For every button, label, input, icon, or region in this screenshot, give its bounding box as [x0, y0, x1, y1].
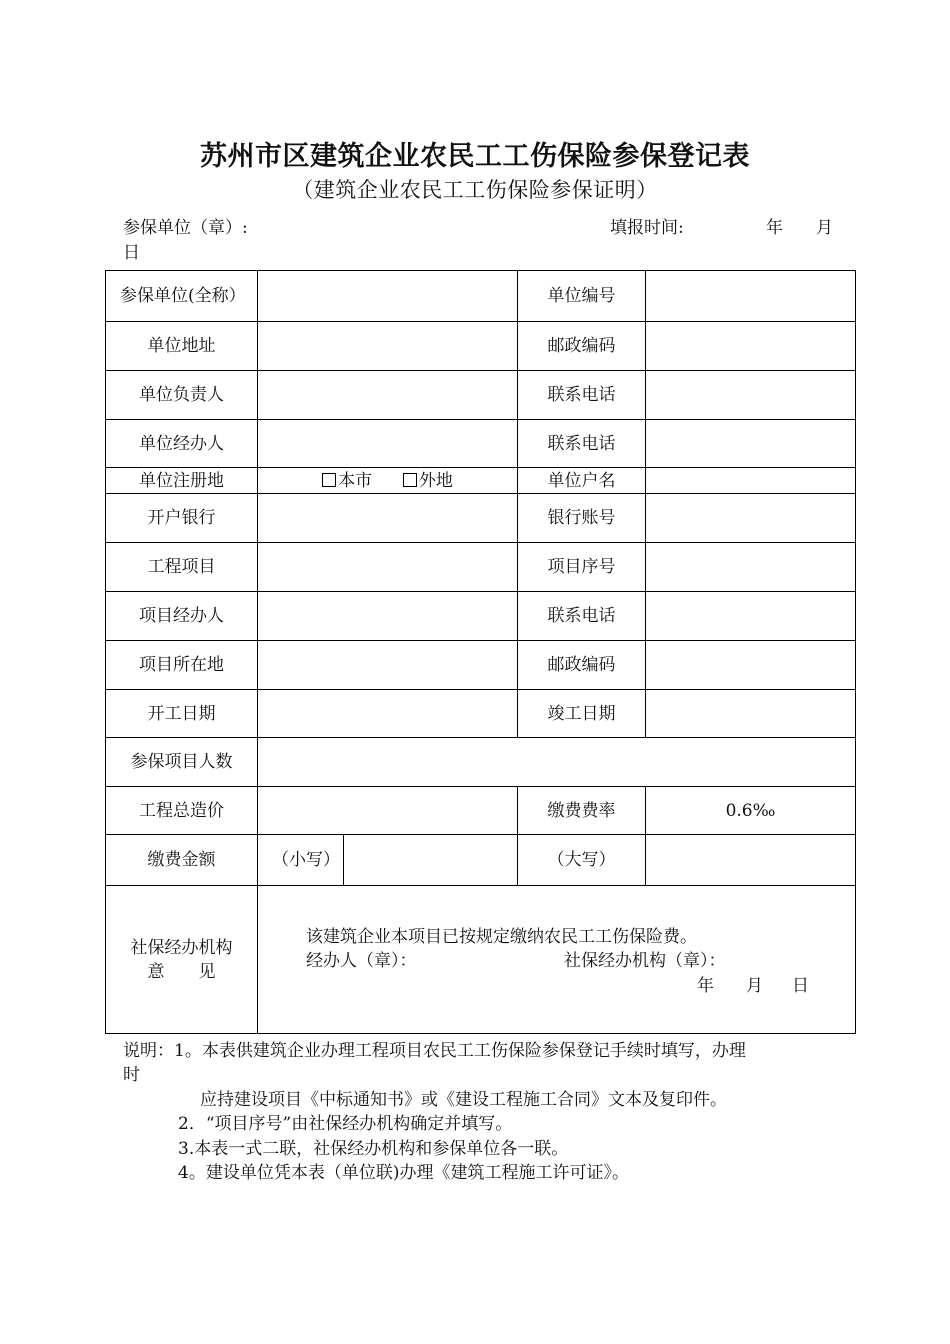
field-label: 项目经办人 — [106, 592, 258, 641]
amount-small-label: （小写） — [272, 850, 340, 870]
note-line-5: 4。建设单位凭本表（单位联)办理《建筑工程施工许可证》。 — [178, 1163, 629, 1183]
checkbox-icon[interactable] — [322, 473, 336, 487]
handler-label: 经办人（章）： — [306, 950, 417, 971]
table-row — [106, 690, 856, 738]
field-label — [106, 886, 258, 1034]
field-label: 缴费金额 — [106, 835, 258, 886]
field-value[interactable] — [646, 494, 856, 543]
field-label: 邮政编码 — [518, 322, 646, 371]
field-label: （大写） — [518, 835, 646, 886]
table-row — [106, 738, 856, 787]
field-label: 参保项目人数 — [106, 738, 258, 787]
field-label: 缴费费率 — [518, 787, 646, 835]
opinion-label-line2: 意 见 — [147, 961, 216, 982]
table-row — [106, 322, 856, 371]
agency-opinion-area[interactable] — [258, 886, 856, 1034]
option-other[interactable] — [403, 471, 453, 491]
option-other-label: 外地 — [418, 470, 453, 491]
table-row — [106, 641, 856, 690]
table-row — [106, 787, 856, 835]
field-label: 工程项目 — [106, 543, 258, 592]
field-value[interactable] — [258, 543, 518, 592]
fill-time-year: 年 — [766, 218, 783, 238]
table-row — [106, 494, 856, 543]
field-value[interactable] — [258, 371, 518, 420]
fill-time-month: 月 — [816, 218, 833, 238]
fill-time-label: 填报时间: — [610, 218, 684, 238]
table-row — [106, 420, 856, 468]
note-line-1: 说明：1。本表供建筑企业办理工程项目农民工工伤保险参保登记手续时填写，办理 — [123, 1041, 746, 1061]
opinion-label-line1: 社保经办机构 — [130, 937, 233, 958]
table-row — [106, 886, 856, 1034]
field-value[interactable] — [646, 641, 856, 690]
field-value[interactable] — [646, 420, 856, 468]
field-label — [106, 271, 258, 322]
field-value[interactable] — [646, 690, 856, 738]
field-value[interactable] — [646, 468, 856, 494]
note-line-2: 应持建设项目《中标通知书》或《建设工程施工合同》文本及复印件。 — [200, 1090, 727, 1110]
note-line-3: 2．“项目序号”由社保经办机构确定并填写。 — [178, 1114, 513, 1134]
field-value[interactable] — [646, 835, 856, 886]
note-line-4: 3.本表一式二联，社保经办机构和参保单位各一联。 — [178, 1139, 569, 1159]
field-label: 项目所在地 — [106, 641, 258, 690]
agency-opinion-content — [258, 887, 855, 1033]
field-value[interactable] — [258, 494, 518, 543]
date-year: 年 — [697, 975, 714, 996]
field-value[interactable] — [258, 738, 856, 787]
field-label: 联系电话 — [518, 420, 646, 468]
field-label: 单位地址 — [106, 322, 258, 371]
field-label: 银行账号 — [518, 494, 646, 543]
field-label: 单位负责人 — [106, 371, 258, 420]
field-label: 单位注册地 — [106, 468, 258, 494]
field-value[interactable] — [258, 322, 518, 371]
field-value[interactable] — [344, 835, 518, 886]
field-label: 单位编号 — [518, 271, 646, 322]
field-value[interactable] — [646, 271, 856, 322]
field-label — [258, 835, 344, 886]
option-local-label: 本市 — [338, 470, 373, 491]
field-value[interactable] — [258, 690, 518, 738]
field-label: 邮政编码 — [518, 641, 646, 690]
table-row — [106, 271, 856, 322]
field-value[interactable] — [258, 271, 518, 322]
table-row — [106, 592, 856, 641]
opinion-text: 该建筑企业本项目已按规定缴纳农民工工伤保险费。 — [306, 926, 697, 947]
field-label: 联系电话 — [518, 371, 646, 420]
registration-form-table — [105, 270, 856, 1034]
option-local[interactable] — [322, 471, 372, 491]
rate-value: 0.6‰ — [646, 787, 856, 835]
field-value[interactable] — [646, 322, 856, 371]
date-month: 月 — [746, 975, 763, 996]
field-value[interactable] — [646, 371, 856, 420]
table-row — [106, 543, 856, 592]
table-row — [106, 835, 856, 886]
field-value[interactable] — [258, 641, 518, 690]
field-value[interactable] — [646, 543, 856, 592]
field-label-text: 参保单位(全称） — [120, 286, 246, 306]
field-label: 单位经办人 — [106, 420, 258, 468]
checkbox-icon[interactable] — [403, 473, 417, 487]
form-subtitle: （建筑企业农民工工伤保险参保证明） — [292, 178, 658, 202]
field-label: 开户银行 — [106, 494, 258, 543]
unit-stamp-label: 参保单位（章）: — [123, 218, 248, 238]
date-day: 日 — [792, 975, 809, 996]
field-label: 竣工日期 — [518, 690, 646, 738]
field-label: 开工日期 — [106, 690, 258, 738]
field-value[interactable] — [646, 592, 856, 641]
field-value[interactable] — [258, 787, 518, 835]
agency-stamp-label: 社保经办机构（章）： — [564, 950, 726, 971]
table-row — [106, 468, 856, 494]
field-value[interactable] — [258, 592, 518, 641]
table-row — [106, 371, 856, 420]
note-line-1-wrap: 时 — [123, 1065, 140, 1085]
field-label: 单位户名 — [518, 468, 646, 494]
fill-time-day: 日 — [123, 243, 140, 263]
form-title: 苏州市区建筑企业农民工工伤保险参保登记表 — [200, 141, 750, 172]
field-label: 联系电话 — [518, 592, 646, 641]
field-label: 工程总造价 — [106, 787, 258, 835]
field-label: 项目序号 — [518, 543, 646, 592]
field-value[interactable] — [258, 420, 518, 468]
registration-place-options — [258, 468, 518, 494]
